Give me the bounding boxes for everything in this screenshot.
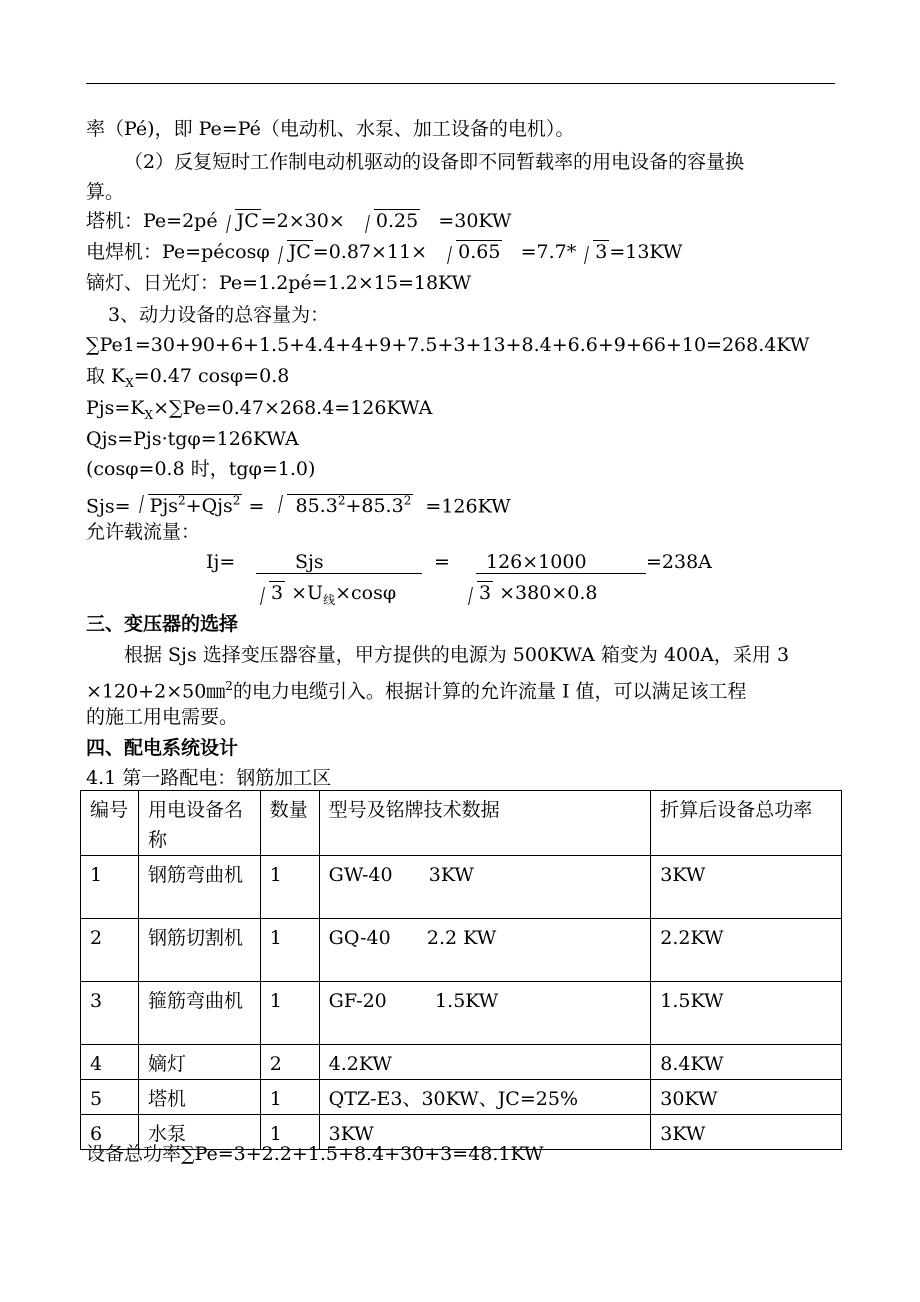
table-cell: 2 (81, 919, 139, 982)
table-cell: 箍筋弯曲机 (138, 982, 260, 1045)
table-cell: 2.2KW (651, 919, 842, 982)
table-cell: 1 (260, 856, 319, 919)
header-cell: 数量 (260, 791, 319, 856)
table-row (81, 982, 842, 1045)
formula-sum: ∑Pe1=30+90+6+1.5+4.4+4+9+7.5+3+13+8.4+6.6+9+66+10=268.4KW (86, 334, 810, 356)
formula-result: =238A (646, 551, 712, 573)
table-row (81, 1045, 842, 1080)
table-cell: 3KW (651, 856, 842, 919)
fraction-bar (476, 573, 646, 574)
table-cell: 1 (260, 982, 319, 1045)
table-cell: 4 (81, 1045, 139, 1080)
formula-sjs: $Sjs= Pjs^2+Qjs^2 = 85.3^2+85.3^2 =126KW$ (86, 489, 511, 518)
sqrt-symbol: Pjs$^2$+Qjs$^2$ (135, 489, 243, 518)
fraction-numerator: Sjs (295, 551, 324, 573)
fraction-numerator: 126×1000 (486, 551, 587, 573)
table-cell: 3 (81, 982, 139, 1045)
table-cell: 1 (260, 1115, 319, 1150)
paragraph-line: ×120+2×50㎜$^2$的电力电缆引入。根据计算的允许流量 I 值，可以满足该工程 (86, 679, 747, 703)
sqrt-symbol: JC (222, 209, 261, 233)
sqrt-symbol: 0.65 (443, 240, 502, 264)
header-cell: 用电设备名称 (138, 791, 260, 856)
subsection-heading: 4.1 第一路配电：钢筋加工区 (86, 767, 332, 789)
paragraph-line: 根据 Sjs 选择变压器容量，甲方提供的电源为 500KWA 箱变为 400A，采用 3 (124, 644, 790, 666)
table-cell: 1 (260, 1080, 319, 1115)
equipment-table (80, 790, 842, 1150)
table-cell: 塔机 (138, 1080, 260, 1115)
table-cell: QTZ-E3、30KW、JC=25% (319, 1080, 651, 1115)
fraction-bar (256, 573, 422, 574)
header-cell: 折算后设备总功率 (651, 791, 842, 856)
equals-sign: = (434, 551, 450, 573)
table-cell: 钢筋弯曲机 (138, 856, 260, 919)
table-row (81, 1080, 842, 1115)
text-line: 3、动力设备的总容量为： (108, 304, 330, 326)
sqrt-symbol: 3 (256, 581, 285, 605)
table-cell: 2 (260, 1045, 319, 1080)
section-heading: 三、变压器的选择 (86, 613, 239, 635)
text-line: 率（Pé)，即 Pe=Pé（电动机、水泵、加工设备的电机）。 (86, 118, 575, 140)
table-cell: 1 (260, 919, 319, 982)
header-cell: 型号及铭牌技术数据 (319, 791, 651, 856)
table-cell: 3KW (651, 1115, 842, 1150)
table-cell: GQ-40 2.2 KW (319, 919, 651, 982)
table-cell: 嫡灯 (138, 1045, 260, 1080)
formula-welder: 电焊机：Pe=pécosφ JC =0.87×11× 0.65 =7.7* 3 =13KW (86, 241, 683, 263)
table-cell: 水泵 (138, 1115, 260, 1150)
table-cell: 钢筋切割机 (138, 919, 260, 982)
sqrt-symbol: 0.25 (361, 209, 420, 233)
formula-cos: (cosφ=0.8 时，tgφ=1.0) (86, 458, 316, 480)
formula-kx: 取 $K_X=0.47$ cosφ=0.8 (86, 365, 290, 390)
table-cell: 6 (81, 1115, 139, 1150)
formula-lamp: 镝灯、日光灯：Pe=1.2pé=1.2×15=18KW (86, 272, 472, 294)
fraction-denominator: 3 ×380×0.8 (460, 581, 597, 605)
text-line: 算。 (86, 181, 125, 203)
header-cell: 编号 (81, 791, 139, 856)
formula-qjs: Qjs=Pjs·tgφ=126KWA (86, 428, 299, 450)
total-power-line: 设备总功率∑Pe=3+2.2+1.5+8.4+30+3=48.1KW (86, 1143, 544, 1165)
formula-tower: 塔机：Pe=2pé JC =2×30× 0.25 =30KW (86, 210, 512, 232)
header-rule (86, 83, 835, 84)
table-header-row (81, 791, 842, 856)
sqrt-symbol: 3 (580, 240, 609, 264)
paragraph-line: 的施工用电需要。 (86, 706, 239, 728)
table-cell: 3KW (319, 1115, 651, 1150)
table-cell: 30KW (651, 1080, 842, 1115)
table-cell: 4.2KW (319, 1045, 651, 1080)
fraction-denominator: $3 \times U_线\times\cos\varphi$ (252, 581, 396, 612)
table-row (81, 856, 842, 919)
table-cell: 5 (81, 1080, 139, 1115)
sqrt-symbol: 3 (464, 581, 493, 605)
text-line: （2）反复短时工作制电动机驱动的设备即不同暂载率的用电设备的容量换 (124, 151, 745, 173)
table-cell: GF-20 1.5KW (319, 982, 651, 1045)
sqrt-symbol: $85.3^2+85.3^2$ (274, 489, 413, 518)
formula-ij-label: Ij= (206, 551, 236, 573)
formula-pjs: $Pjs=K_X\times\sum Pe=0.47\times 268.4=126KWA$ (86, 397, 433, 422)
table-cell: 1 (81, 856, 139, 919)
table-cell: GW-40 3KW (319, 856, 651, 919)
table-cell: 8.4KW (651, 1045, 842, 1080)
sqrt-symbol: JC (274, 240, 313, 264)
text-line: 允许载流量： (86, 521, 201, 543)
table-row (81, 919, 842, 982)
section-heading: 四、配电系统设计 (86, 737, 239, 759)
table-cell: 1.5KW (651, 982, 842, 1045)
